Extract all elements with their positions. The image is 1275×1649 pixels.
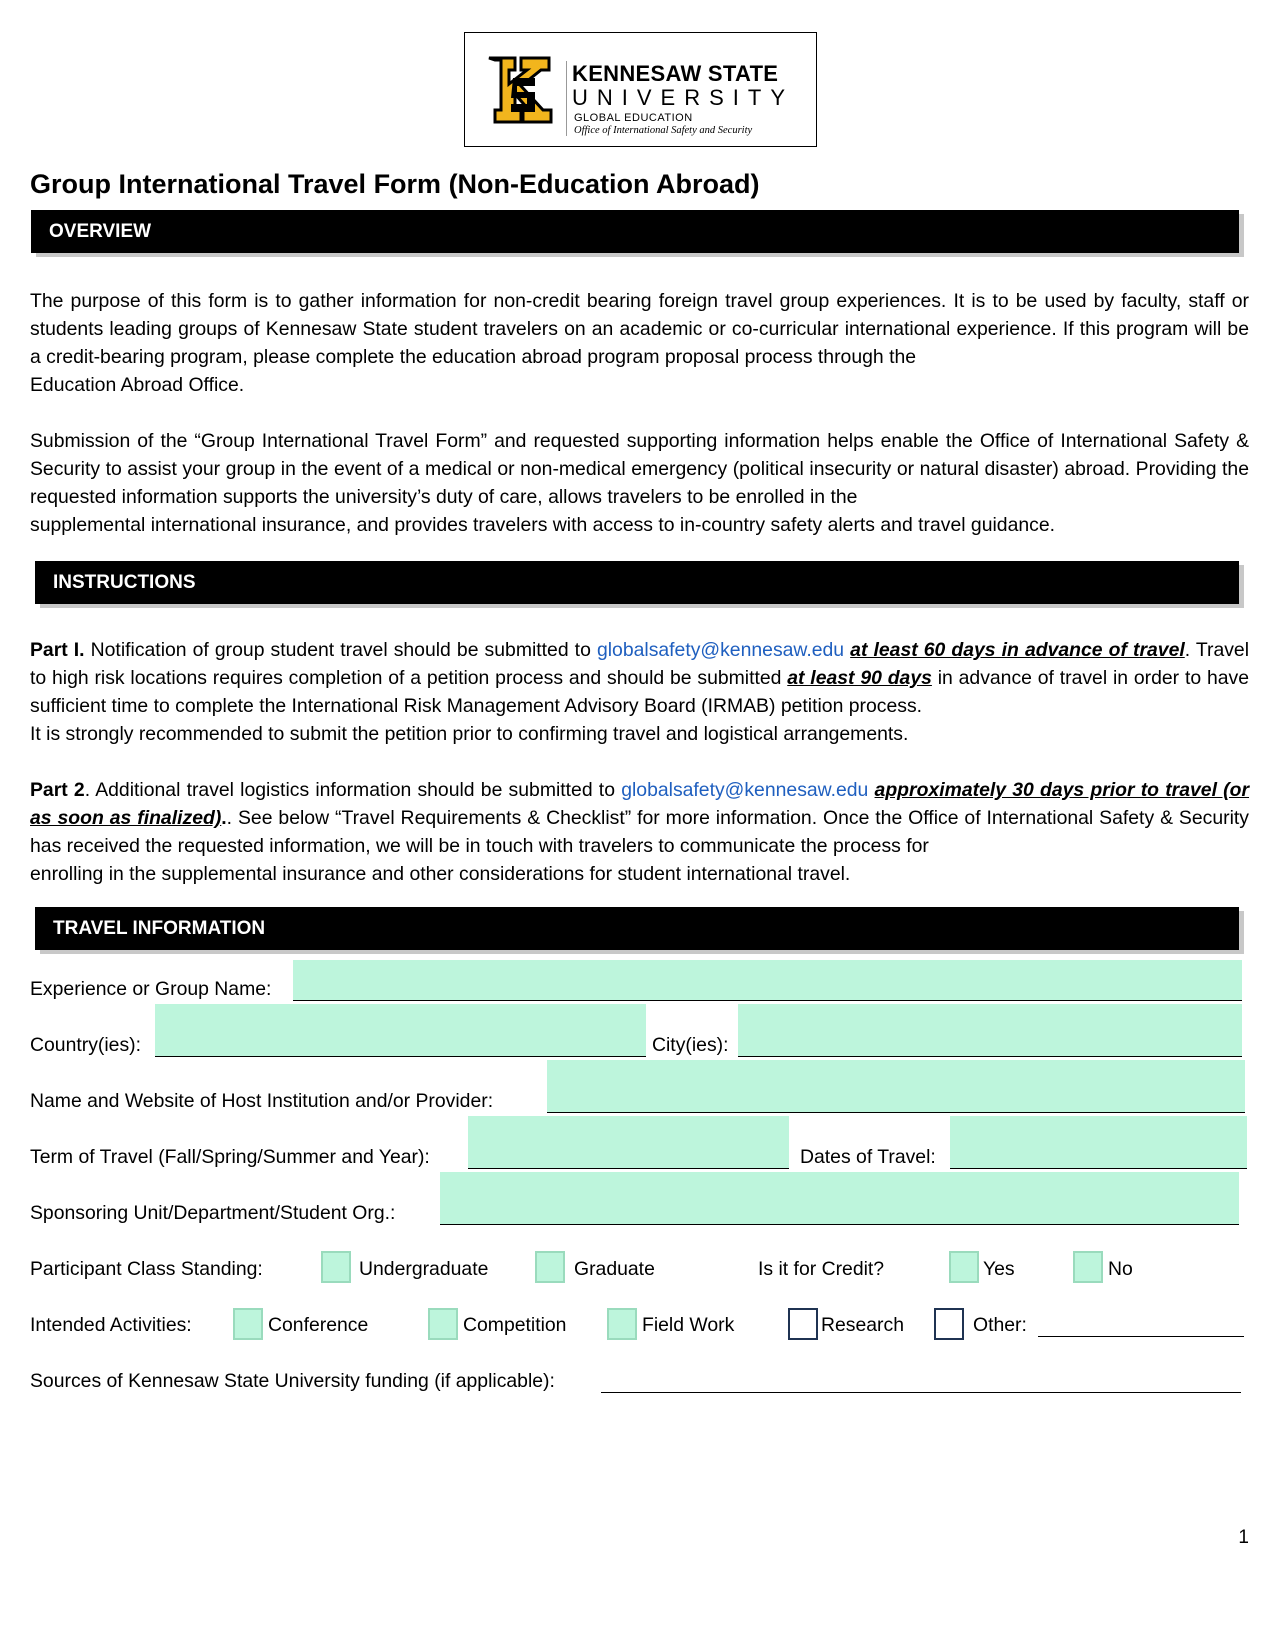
part1-deadline-60: at least 60 days in advance of travel bbox=[850, 639, 1185, 661]
part2-label: Part 2 bbox=[30, 779, 85, 801]
overview-p1-body: The purpose of this form is to gather information for non-credit bearing foreign travel group experiences. It is to be used by faculty, staff or students leading groups of Kennesaw State student travelers on an academic or co-curricular international experience. If this program will be a credit-bearing program, please complete the education abroad program proposal process through the bbox=[30, 290, 1249, 368]
part1-text-b: . Travel to high risk locations requires completion of a petition process and should be submitted bbox=[30, 639, 1250, 689]
logo-line-3: GLOBAL EDUCATION bbox=[574, 112, 693, 124]
part1-text-c: in advance of travel in order to have sufficient time to complete the International Risk Management Advisory Board (IRMAB) petition process. bbox=[30, 667, 1249, 717]
city-field[interactable] bbox=[738, 1004, 1242, 1057]
credit-no-checkbox[interactable] bbox=[1073, 1251, 1103, 1283]
overview-p1-last-line: Education Abroad Office. bbox=[30, 374, 245, 396]
term-label: Term of Travel (Fall/Spring/Summer and Year): bbox=[30, 1146, 430, 1168]
overview-p2-last-line: supplemental international insurance, and provides travelers with access to in-country safety alerts and travel guidance. bbox=[30, 514, 1056, 536]
class-standing-label: Participant Class Standing: bbox=[30, 1258, 263, 1280]
sponsor-field[interactable] bbox=[440, 1172, 1239, 1225]
dates-field[interactable] bbox=[950, 1116, 1247, 1169]
page-number: 1 bbox=[1238, 1527, 1249, 1548]
funding-label: Sources of Kennesaw State University funding (if applicable): bbox=[30, 1370, 555, 1392]
conference-checkbox[interactable] bbox=[233, 1308, 263, 1340]
host-institution-field[interactable] bbox=[547, 1060, 1245, 1113]
host-label: Name and Website of Host Institution and/or Provider: bbox=[30, 1090, 494, 1112]
section-header-travel-information: TRAVEL INFORMATION bbox=[35, 907, 1239, 950]
graduate-checkbox[interactable] bbox=[535, 1251, 565, 1283]
part2-last-line: enrolling in the supplemental insurance and other considerations for student international travel. bbox=[30, 863, 851, 885]
email-link[interactable]: globalsafety@kennesaw.edu bbox=[596, 639, 845, 661]
competition-checkbox[interactable] bbox=[428, 1308, 458, 1340]
conference-label: Conference bbox=[268, 1314, 369, 1336]
experience-name-field[interactable] bbox=[293, 960, 1242, 1001]
logo-line-1: KENNESAW STATE bbox=[572, 61, 779, 86]
country-field[interactable] bbox=[155, 1004, 646, 1057]
ks-monogram-icon bbox=[483, 48, 561, 132]
part2-deadline-30: approximately 30 days prior to travel (or as soon as finalized) bbox=[30, 779, 1250, 829]
part2-body: Part 2. Additional travel logistics information should be submitted to globalsafety@kennesaw.edu approximately 30 days prior to travel (or as soon as finalized).. See below “Travel Requirements & Checklist” for more information. Once the Office of International Safety & Security has received the requested information, we will be in touch with travelers to communicate the process for bbox=[30, 779, 1250, 857]
part1-deadline-90: at least 90 days bbox=[787, 667, 932, 689]
overview-paragraph-1 bbox=[30, 287, 1249, 399]
field-work-label: Field Work bbox=[642, 1314, 735, 1336]
part1-last-line: It is strongly recommended to submit the petition prior to confirming travel and logistical arrangements. bbox=[30, 723, 909, 745]
overview-p2-body: Submission of the “Group International Travel Form” and requested supporting information helps enable the Office of International Safety & Security to assist your group in the event of a medical or non-medical emergency (political insecurity or natural disaster) abroad. Providing the requested information supports the university’s duty of care, allows travelers to be enrolled in the bbox=[30, 430, 1249, 508]
term-field[interactable] bbox=[468, 1116, 789, 1169]
other-checkbox[interactable] bbox=[934, 1308, 964, 1340]
logo-divider bbox=[566, 61, 567, 136]
part1-label: Part I. bbox=[30, 639, 85, 661]
email-link[interactable]: globalsafety@kennesaw.edu bbox=[621, 779, 869, 801]
competition-label: Competition bbox=[463, 1314, 567, 1336]
credit-yes-checkbox[interactable] bbox=[949, 1251, 979, 1283]
city-label: City(ies): bbox=[652, 1034, 729, 1056]
funding-field[interactable] bbox=[601, 1366, 1241, 1393]
section-header-overview: OVERVIEW bbox=[31, 210, 1239, 253]
credit-label: Is it for Credit? bbox=[758, 1258, 885, 1280]
credit-no-label: No bbox=[1108, 1258, 1133, 1280]
research-checkbox[interactable] bbox=[788, 1308, 818, 1340]
logo-line-2: UNIVERSITY bbox=[572, 85, 795, 110]
other-label: Other: bbox=[973, 1314, 1027, 1336]
page-title: Group International Travel Form (Non-Education Abroad) bbox=[30, 169, 760, 199]
part2-text-b: . See below “Travel Requirements & Checklist” for more information. Once the Office of International Safety & Security has received the requested information, we will be in touch with travelers to communicate the process for bbox=[30, 807, 1249, 857]
credit-yes-label: Yes bbox=[983, 1258, 1015, 1280]
undergraduate-checkbox[interactable] bbox=[321, 1251, 351, 1283]
overview-paragraph-2 bbox=[30, 427, 1249, 539]
logo-line-4: Office of International Safety and Security bbox=[574, 125, 753, 136]
university-logo bbox=[464, 32, 817, 147]
research-label: Research bbox=[821, 1314, 904, 1336]
part2-text-a: . Additional travel logistics information should be submitted to bbox=[84, 779, 622, 801]
country-label: Country(ies): bbox=[30, 1034, 141, 1056]
undergraduate-label: Undergraduate bbox=[359, 1258, 489, 1280]
dates-label: Dates of Travel: bbox=[800, 1146, 936, 1168]
instructions-part-1 bbox=[30, 636, 1249, 748]
instructions-part-2 bbox=[30, 776, 1249, 888]
part1-body bbox=[30, 636, 1249, 720]
other-activity-field[interactable] bbox=[1038, 1310, 1244, 1337]
section-header-instructions: INSTRUCTIONS bbox=[35, 561, 1239, 604]
part1-text-a: Notification of group student travel should be submitted to bbox=[84, 639, 597, 661]
experience-label: Experience or Group Name: bbox=[30, 978, 272, 1000]
field-work-checkbox[interactable] bbox=[607, 1308, 637, 1340]
sponsor-label: Sponsoring Unit/Department/Student Org.: bbox=[30, 1202, 396, 1224]
activities-label: Intended Activities: bbox=[30, 1314, 192, 1336]
graduate-label: Graduate bbox=[574, 1258, 655, 1280]
